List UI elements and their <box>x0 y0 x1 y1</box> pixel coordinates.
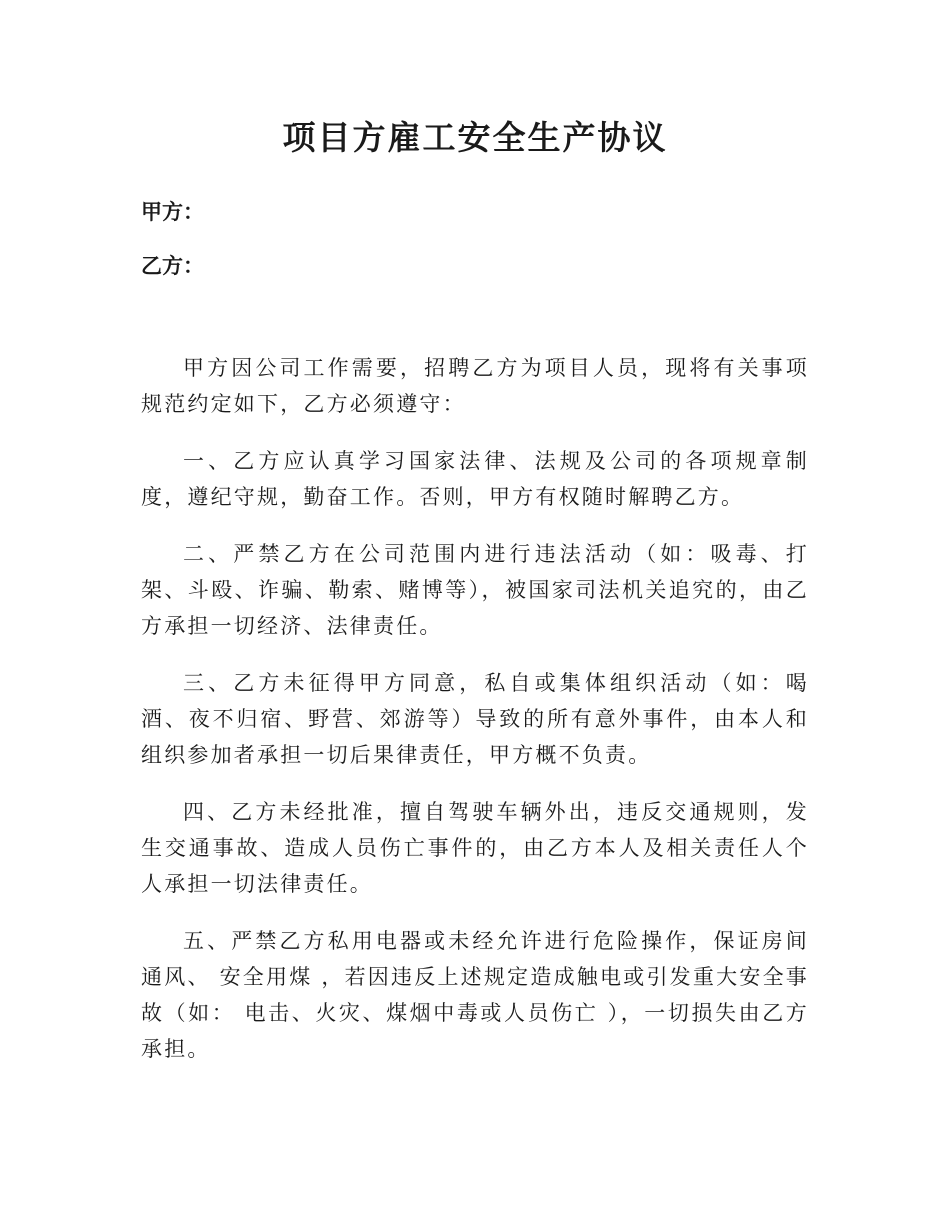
clause-5-paragraph: 五、严禁乙方私用电器或未经允许进行危险操作，保证房间通风、 安全用煤 ，若因违反上述规定造成触电或引发重大安全事故（如： 电击、火灾、煤烟中毒或人员伤亡 ），一切损失由乙方承担。 <box>141 929 809 1061</box>
document-title: 项目方雇工安全生产协议 <box>282 118 668 157</box>
agreement-body <box>141 350 809 1088</box>
intro-paragraph: 甲方因公司工作需要，招聘乙方为项目人员，现将有关事项规范约定如下，乙方必须遵守： <box>141 356 809 416</box>
clause-2-paragraph: 二、严禁乙方在公司范围内进行违法活动（如：吸毒、打架、斗殴、诈骗、勒索、赌博等），被国家司法机关追究的，由乙方承担一切经济、法律责任。 <box>141 542 809 638</box>
clause-3-paragraph: 三、乙方未征得甲方同意，私自或集体组织活动（如：喝酒、夜不归宿、野营、郊游等）导致的所有意外事件，由本人和组织参加者承担一切后果律责任，甲方概不负责。 <box>141 671 809 767</box>
party-b-label: 乙方： <box>141 254 204 278</box>
clause-1-paragraph: 一、乙方应认真学习国家法律、法规及公司的各项规章制度，遵纪守规，勤奋工作。否则，甲方有权随时解聘乙方。 <box>141 449 809 509</box>
clause-4-paragraph: 四、乙方未经批准，擅自驾驶车辆外出，违反交通规则，发生交通事故、造成人员伤亡事件的，由乙方本人及相关责任人个人承担一切法律责任。 <box>141 800 809 896</box>
party-a-label: 甲方： <box>141 200 204 224</box>
